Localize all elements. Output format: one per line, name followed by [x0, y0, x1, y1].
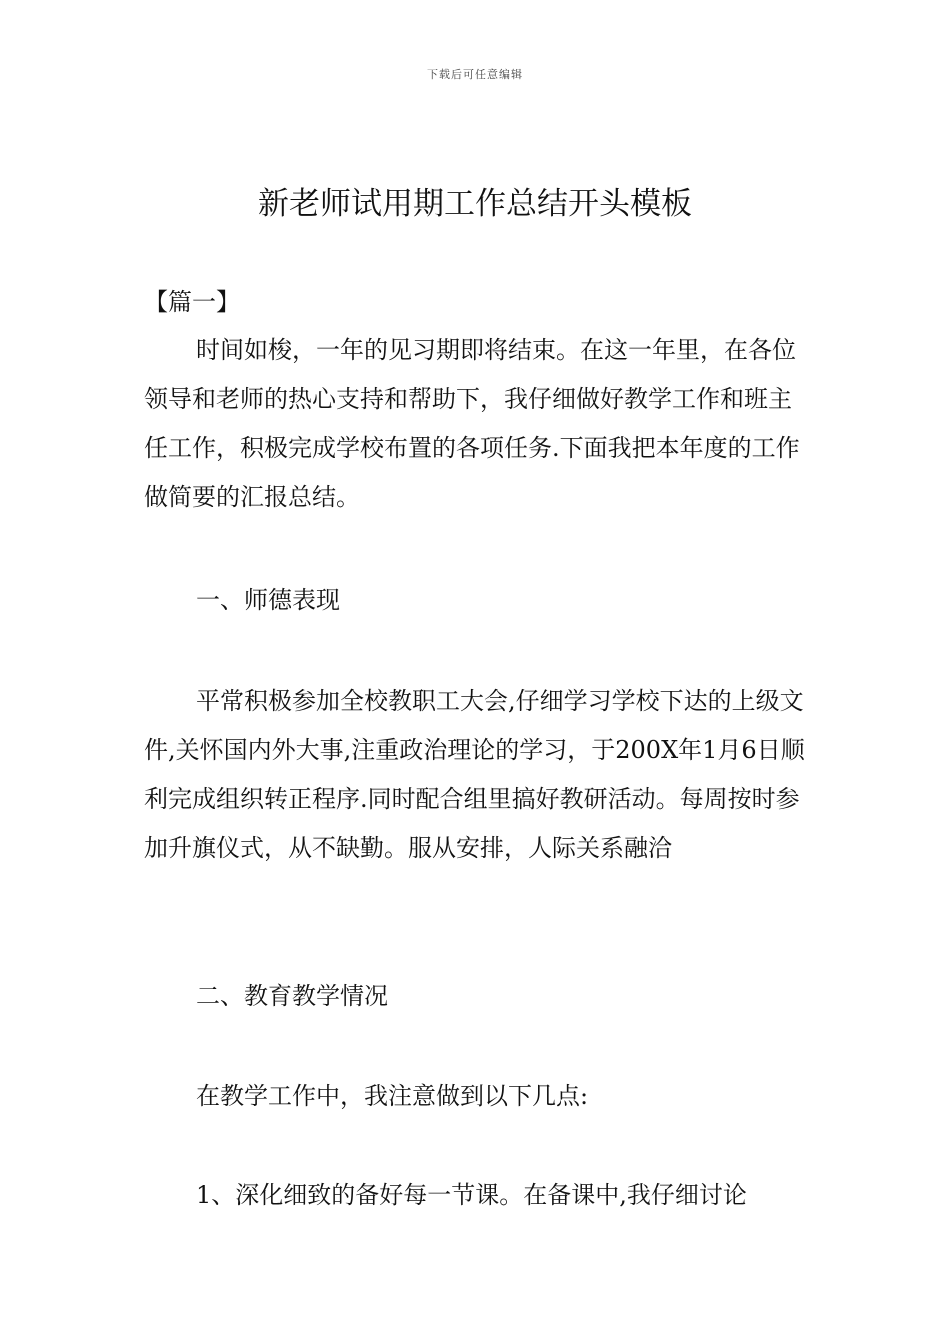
document-title: 新老师试用期工作总结开头模板: [258, 186, 692, 222]
paragraph-point-1: 1、深化细致的备好每一节课。在备课中,我仔细讨论: [196, 1181, 747, 1209]
header-note: 下载后可任意编辑: [427, 68, 523, 81]
paragraph-intro: 时间如梭，一年的见习期即将结束。在这一年里，在各位领导和老师的热心支持和帮助下，我仔细做好教学工作和班主任工作，积极完成学校布置的各项任务.下面我把本年度的工作做简要的汇报总结。: [144, 336, 800, 511]
section-tag: 【篇一】: [144, 288, 240, 316]
heading-ethics: 一、师德表现: [196, 586, 340, 614]
paragraph-ethics: 平常积极参加全校教职工大会,仔细学习学校下达的上级文件,关怀国内外大事,注重政治理论的学习，于200X年1月6日顺利完成组织转正程序.同时配合组里搞好教研活动。每周按时参加升旗仪式，从不缺勤。服从安排，人际关系融洽: [144, 687, 805, 862]
heading-teaching: 二、教育教学情况: [196, 982, 388, 1010]
paragraph-teaching-intro: 在教学工作中，我注意做到以下几点:: [196, 1082, 589, 1110]
